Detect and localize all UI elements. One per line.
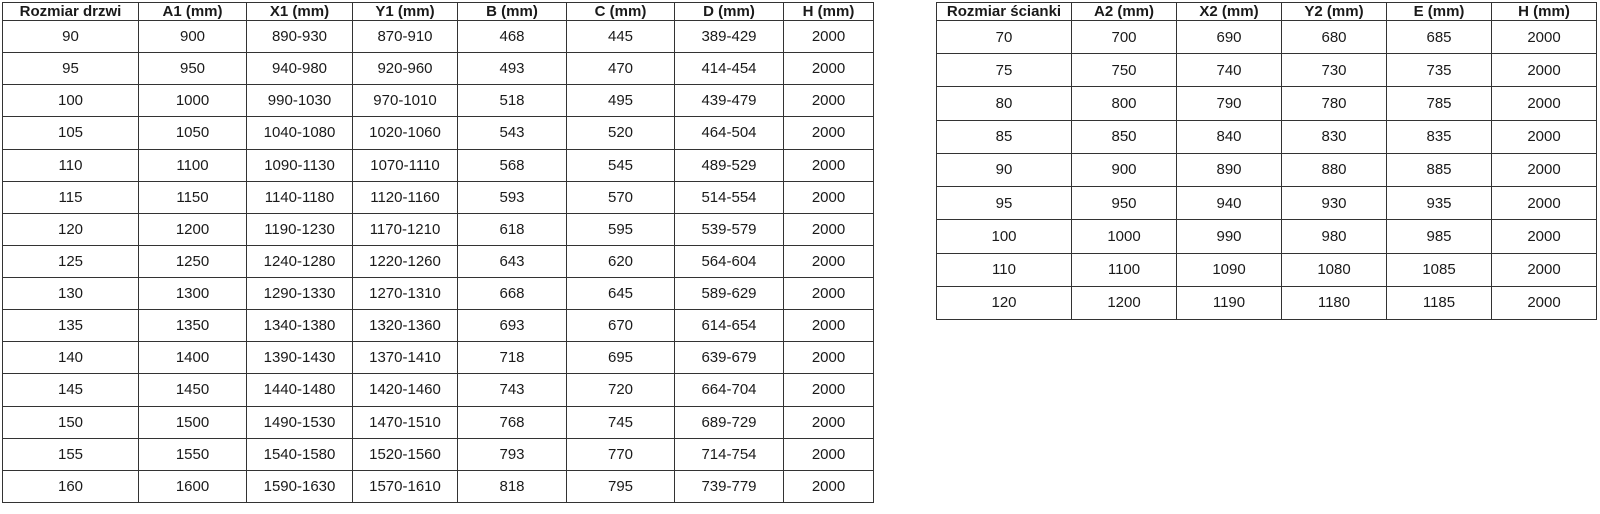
table-cell: 745: [567, 406, 675, 438]
table-cell: 870-910: [353, 21, 458, 53]
table-cell: 1140-1180: [247, 181, 353, 213]
table-cell: 1250: [139, 245, 247, 277]
table-cell: 664-704: [675, 374, 784, 406]
table-cell: 830: [1282, 120, 1387, 153]
table-cell: 489-529: [675, 149, 784, 181]
table-cell: 793: [458, 438, 567, 470]
table-cell: 120: [937, 286, 1072, 319]
table-cell: 1440-1480: [247, 374, 353, 406]
table-row: [937, 21, 1597, 54]
table-row: [937, 187, 1597, 220]
table-cell: 1520-1560: [353, 438, 458, 470]
table-cell: 1420-1460: [353, 374, 458, 406]
table-cell: 730: [1282, 54, 1387, 87]
table-cell: 2000: [784, 21, 874, 53]
table-cell: 155: [3, 438, 139, 470]
table-row: [3, 213, 874, 245]
table-cell: 130: [3, 278, 139, 310]
table-cell: 125: [3, 245, 139, 277]
table-cell: 75: [937, 54, 1072, 87]
table-cell: 689-729: [675, 406, 784, 438]
table-cell: 2000: [784, 245, 874, 277]
column-header: C (mm): [567, 3, 675, 21]
column-header: A2 (mm): [1072, 3, 1177, 21]
table-cell: 493: [458, 53, 567, 85]
column-header: Rozmiar drzwi: [3, 3, 139, 21]
table-row: [937, 220, 1597, 253]
table-cell: 1300: [139, 278, 247, 310]
table-row: [3, 149, 874, 181]
table-cell: 990: [1177, 220, 1282, 253]
table-row: [3, 245, 874, 277]
table-cell: 1080: [1282, 253, 1387, 286]
table-cell: 614-654: [675, 310, 784, 342]
table-cell: 2000: [784, 342, 874, 374]
table-cell: 1600: [139, 470, 247, 502]
table-cell: 1340-1380: [247, 310, 353, 342]
column-header: H (mm): [1492, 3, 1597, 21]
table-cell: 780: [1282, 87, 1387, 120]
table-cell: 2000: [784, 53, 874, 85]
table-cell: 930: [1282, 187, 1387, 220]
table-cell: 2000: [784, 149, 874, 181]
table-cell: 900: [139, 21, 247, 53]
table-cell: 115: [3, 181, 139, 213]
table-cell: 850: [1072, 120, 1177, 153]
table-cell: 1190-1230: [247, 213, 353, 245]
table-cell: 145: [3, 374, 139, 406]
table-cell: 740: [1177, 54, 1282, 87]
table-cell: 714-754: [675, 438, 784, 470]
table-cell: 545: [567, 149, 675, 181]
table-cell: 985: [1387, 220, 1492, 253]
table-cell: 1540-1580: [247, 438, 353, 470]
column-header: H (mm): [784, 3, 874, 21]
table-cell: 795: [567, 470, 675, 502]
column-header: D (mm): [675, 3, 784, 21]
table-cell: 468: [458, 21, 567, 53]
table-cell: 950: [139, 53, 247, 85]
table-cell: 120: [3, 213, 139, 245]
table-cell: 1450: [139, 374, 247, 406]
table-row: [3, 278, 874, 310]
table-cell: 110: [937, 253, 1072, 286]
table-cell: 685: [1387, 21, 1492, 54]
table-cell: 80: [937, 87, 1072, 120]
table-cell: 95: [937, 187, 1072, 220]
table-cell: 464-504: [675, 117, 784, 149]
table-cell: 2000: [784, 374, 874, 406]
table-cell: 1390-1430: [247, 342, 353, 374]
table-cell: 785: [1387, 87, 1492, 120]
table-cell: 1100: [139, 149, 247, 181]
table-cell: 890: [1177, 153, 1282, 186]
wall-panel-size-table: [936, 2, 1597, 320]
table-cell: 1500: [139, 406, 247, 438]
table-cell: 770: [567, 438, 675, 470]
table-cell: 1490-1530: [247, 406, 353, 438]
table-row: [3, 117, 874, 149]
table-row: [3, 53, 874, 85]
table-cell: 568: [458, 149, 567, 181]
table-cell: 1570-1610: [353, 470, 458, 502]
table-row: [937, 286, 1597, 319]
table-cell: 750: [1072, 54, 1177, 87]
table-cell: 1020-1060: [353, 117, 458, 149]
table-cell: 1550: [139, 438, 247, 470]
table-row: [3, 310, 874, 342]
table-cell: 1270-1310: [353, 278, 458, 310]
table-cell: 818: [458, 470, 567, 502]
table-cell: 1200: [139, 213, 247, 245]
table-cell: 2000: [1492, 220, 1597, 253]
column-header: X1 (mm): [247, 3, 353, 21]
table-cell: 1350: [139, 310, 247, 342]
table-cell: 593: [458, 181, 567, 213]
table-cell: 1190: [1177, 286, 1282, 319]
table-cell: 645: [567, 278, 675, 310]
table-cell: 2000: [1492, 87, 1597, 120]
table-cell: 2000: [784, 406, 874, 438]
table-cell: 840: [1177, 120, 1282, 153]
table-row: [3, 21, 874, 53]
table-cell: 95: [3, 53, 139, 85]
column-header: Y2 (mm): [1282, 3, 1387, 21]
table-cell: 1590-1630: [247, 470, 353, 502]
table-cell: 1200: [1072, 286, 1177, 319]
table-cell: 1085: [1387, 253, 1492, 286]
table-cell: 739-779: [675, 470, 784, 502]
column-header: Y1 (mm): [353, 3, 458, 21]
table-cell: 2000: [1492, 21, 1597, 54]
table-cell: 2000: [784, 117, 874, 149]
table-cell: 639-679: [675, 342, 784, 374]
column-header: A1 (mm): [139, 3, 247, 21]
table-cell: 1290-1330: [247, 278, 353, 310]
table-cell: 695: [567, 342, 675, 374]
table-cell: 1070-1110: [353, 149, 458, 181]
table-cell: 2000: [1492, 120, 1597, 153]
table-cell: 670: [567, 310, 675, 342]
table-cell: 1120-1160: [353, 181, 458, 213]
table-cell: 693: [458, 310, 567, 342]
table-cell: 690: [1177, 21, 1282, 54]
table-cell: 900: [1072, 153, 1177, 186]
table-cell: 150: [3, 406, 139, 438]
table-cell: 1000: [139, 85, 247, 117]
table-cell: 743: [458, 374, 567, 406]
table-cell: 140: [3, 342, 139, 374]
table-row: [937, 87, 1597, 120]
table-cell: 520: [567, 117, 675, 149]
table-cell: 1185: [1387, 286, 1492, 319]
table-cell: 940: [1177, 187, 1282, 220]
table-cell: 589-629: [675, 278, 784, 310]
table-row: [937, 120, 1597, 153]
table-cell: 514-554: [675, 181, 784, 213]
table-cell: 2000: [1492, 153, 1597, 186]
table-cell: 885: [1387, 153, 1492, 186]
table-cell: 2000: [784, 470, 874, 502]
table-cell: 160: [3, 470, 139, 502]
table-cell: 2000: [1492, 253, 1597, 286]
header-row: [937, 3, 1597, 21]
table-cell: 539-579: [675, 213, 784, 245]
table-cell: 768: [458, 406, 567, 438]
table-cell: 2000: [784, 310, 874, 342]
table-row: [3, 374, 874, 406]
table-row: [3, 470, 874, 502]
table-cell: 1090-1130: [247, 149, 353, 181]
table-cell: 2000: [784, 278, 874, 310]
table-cell: 518: [458, 85, 567, 117]
table-cell: 543: [458, 117, 567, 149]
column-header: X2 (mm): [1177, 3, 1282, 21]
table-cell: 439-479: [675, 85, 784, 117]
table-cell: 1400: [139, 342, 247, 374]
table-cell: 564-604: [675, 245, 784, 277]
table-row: [937, 153, 1597, 186]
table-cell: 668: [458, 278, 567, 310]
table-cell: 940-980: [247, 53, 353, 85]
table-cell: 720: [567, 374, 675, 406]
table-cell: 135: [3, 310, 139, 342]
table-cell: 620: [567, 245, 675, 277]
table-cell: 980: [1282, 220, 1387, 253]
table-cell: 990-1030: [247, 85, 353, 117]
table-row: [937, 54, 1597, 87]
table-cell: 950: [1072, 187, 1177, 220]
table-cell: 445: [567, 21, 675, 53]
table-cell: 2000: [784, 181, 874, 213]
table-cell: 618: [458, 213, 567, 245]
table-cell: 643: [458, 245, 567, 277]
table-cell: 1000: [1072, 220, 1177, 253]
table-cell: 1240-1280: [247, 245, 353, 277]
table-cell: 100: [3, 85, 139, 117]
column-header: B (mm): [458, 3, 567, 21]
table-row: [3, 438, 874, 470]
column-header: E (mm): [1387, 3, 1492, 21]
table-cell: 414-454: [675, 53, 784, 85]
table-cell: 700: [1072, 21, 1177, 54]
table-cell: 495: [567, 85, 675, 117]
table-cell: 110: [3, 149, 139, 181]
table-cell: 735: [1387, 54, 1492, 87]
column-header: Rozmiar ścianki: [937, 3, 1072, 21]
table-cell: 680: [1282, 21, 1387, 54]
table-cell: 595: [567, 213, 675, 245]
table-cell: 1180: [1282, 286, 1387, 319]
table-cell: 470: [567, 53, 675, 85]
table-cell: 2000: [1492, 187, 1597, 220]
table-cell: 90: [3, 21, 139, 53]
table-cell: 389-429: [675, 21, 784, 53]
table-cell: 90: [937, 153, 1072, 186]
table-cell: 1170-1210: [353, 213, 458, 245]
table-row: [3, 181, 874, 213]
table-row: [937, 253, 1597, 286]
table-cell: 935: [1387, 187, 1492, 220]
table-cell: 800: [1072, 87, 1177, 120]
table-cell: 1220-1260: [353, 245, 458, 277]
door-size-table: [2, 2, 874, 503]
table-cell: 718: [458, 342, 567, 374]
table-cell: 2000: [784, 438, 874, 470]
table-cell: 880: [1282, 153, 1387, 186]
table-cell: 1100: [1072, 253, 1177, 286]
table-cell: 1470-1510: [353, 406, 458, 438]
table-cell: 1090: [1177, 253, 1282, 286]
table-cell: 570: [567, 181, 675, 213]
table-cell: 85: [937, 120, 1072, 153]
table-cell: 1370-1410: [353, 342, 458, 374]
table-cell: 105: [3, 117, 139, 149]
table-cell: 2000: [784, 213, 874, 245]
table-cell: 890-930: [247, 21, 353, 53]
table-cell: 790: [1177, 87, 1282, 120]
header-row: [3, 3, 874, 21]
table-cell: 1050: [139, 117, 247, 149]
table-row: [3, 406, 874, 438]
table-row: [3, 342, 874, 374]
table-cell: 100: [937, 220, 1072, 253]
table-cell: 2000: [1492, 286, 1597, 319]
table-cell: 1320-1360: [353, 310, 458, 342]
table-cell: 2000: [784, 85, 874, 117]
table-row: [3, 85, 874, 117]
table-cell: 70: [937, 21, 1072, 54]
table-cell: 970-1010: [353, 85, 458, 117]
table-cell: 1040-1080: [247, 117, 353, 149]
table-cell: 1150: [139, 181, 247, 213]
table-cell: 2000: [1492, 54, 1597, 87]
table-cell: 835: [1387, 120, 1492, 153]
table-cell: 920-960: [353, 53, 458, 85]
